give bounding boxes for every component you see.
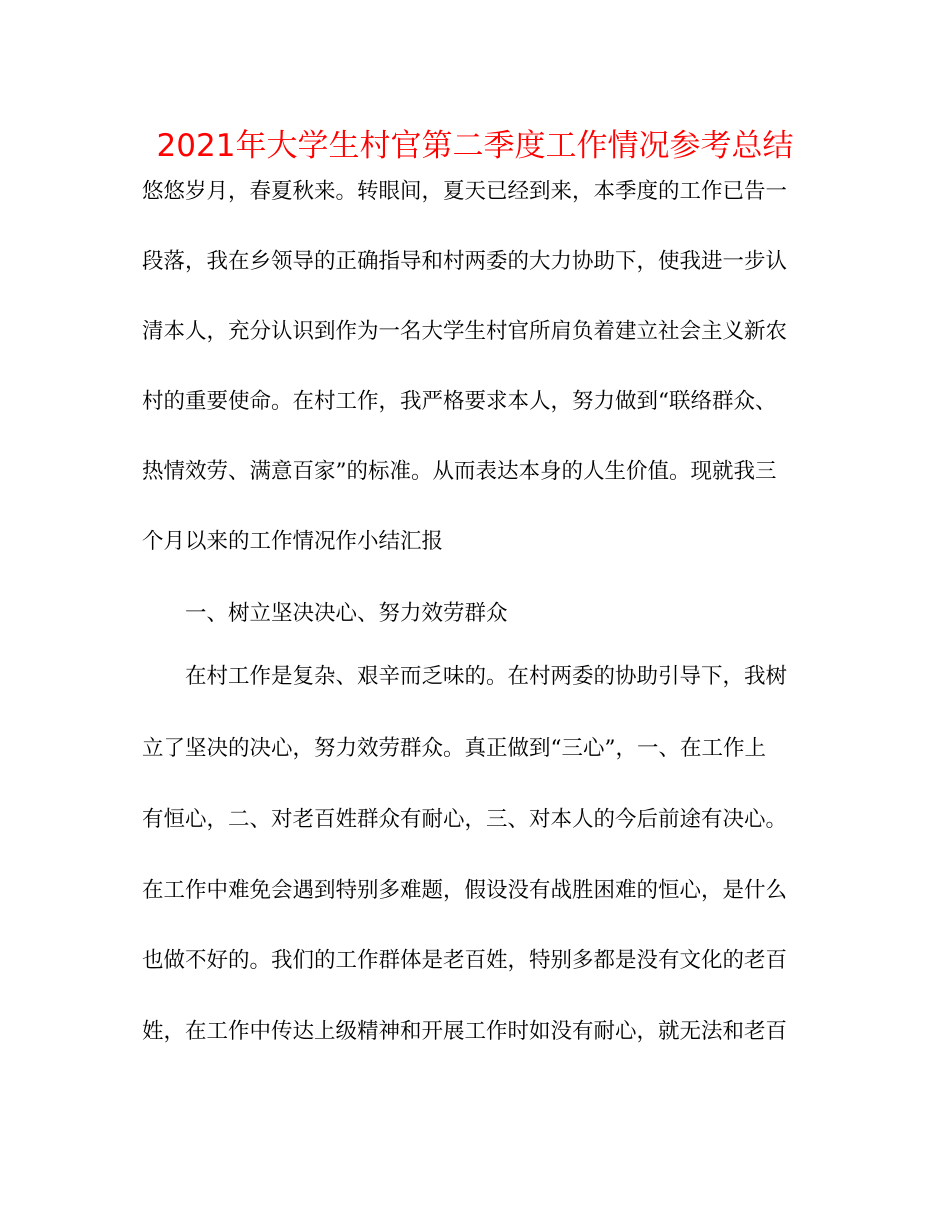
- section-heading-1: 一、树立坚决决心、努力效劳群众: [185, 601, 508, 626]
- text-line-12: 也做不好的。我们的工作群体是老百姓，特别多都是没有文化的老百: [142, 948, 788, 973]
- text-line-4: 村的重要使命。在村工作，我严格要求本人，努力做到“联络群众、: [142, 389, 777, 414]
- document-title: 2021年大学生村官第二季度工作情况参考总结: [156, 128, 794, 164]
- text-line-11: 在工作中难免会遇到特别多难题，假设没有战胜困难的恒心，是什么: [142, 878, 788, 903]
- text-line-6: 个月以来的工作情况作小结汇报: [142, 529, 444, 554]
- text-line-9: 立了坚决的决心，努力效劳群众。真正做到“三心”，一、在工作上: [142, 736, 766, 761]
- text-line-2: 段落，我在乡领导的正确指导和村两委的大力协助下，使我进一步认: [142, 249, 788, 274]
- text-line-3: 清本人，充分认识到作为一名大学生村官所肩负着建立社会主义新农: [142, 319, 788, 344]
- text-line-13: 姓，在工作中传达上级精神和开展工作时如没有耐心，就无法和老百: [142, 1019, 788, 1044]
- text-line-5: 热情效劳、满意百家”的标准。从而表达本身的人生价值。现就我三: [142, 459, 777, 484]
- text-line-1: 悠悠岁月，春夏秋来。转眼间，夏天已经到来，本季度的工作已告一: [142, 179, 788, 204]
- text-line-10: 有恒心，二、对老百姓群众有耐心，三、对本人的今后前途有决心。: [142, 807, 788, 832]
- text-line-8: 在村工作是复杂、艰辛而乏味的。在村两委的协助引导下，我树: [185, 664, 788, 689]
